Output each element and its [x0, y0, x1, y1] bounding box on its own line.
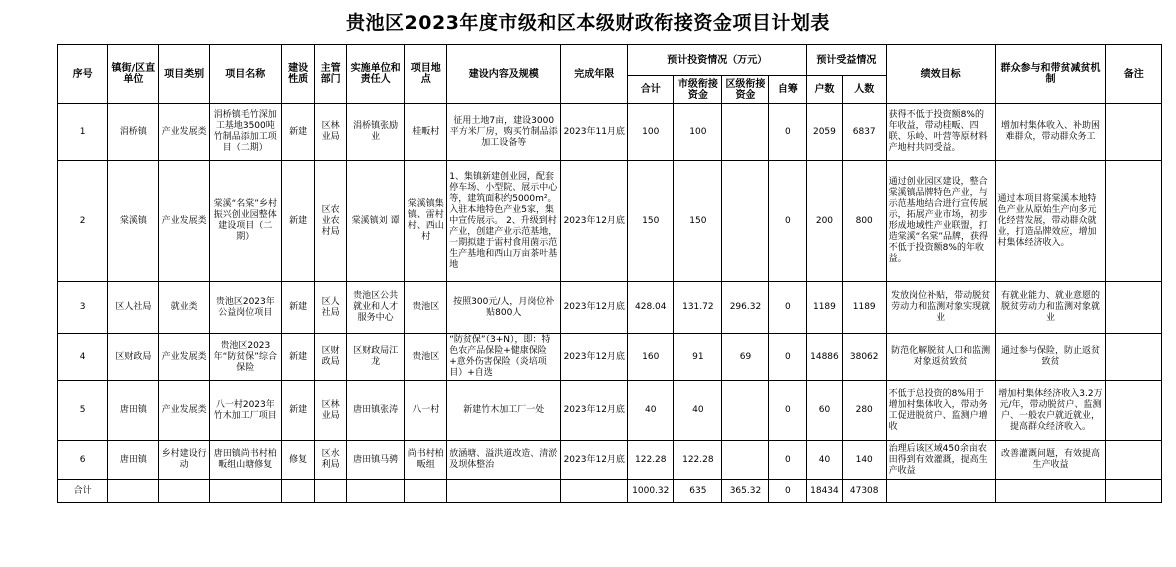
- cell-content: 按照300元/人，月岗位补贴800人: [447, 282, 561, 334]
- cell-people: 800: [842, 161, 886, 282]
- cell-implementer: 唐田镇张涛: [346, 381, 405, 441]
- cell-dept: 区财政局: [315, 334, 346, 381]
- total-label: 合计: [58, 480, 108, 503]
- cell-implementer: 唐田镇马骋: [346, 441, 405, 480]
- total-district-fund: 365.32: [722, 480, 769, 503]
- cell-unit: 棠溪镇: [108, 161, 159, 282]
- cell-mechanism: 增加村集体收入、补助困难群众，带动群众务工: [995, 104, 1106, 161]
- cell-self-fund: 0: [769, 334, 807, 381]
- header-deadline: 完成年限: [561, 45, 628, 104]
- cell-self-fund: 0: [769, 104, 807, 161]
- cell-total: 150: [628, 161, 674, 282]
- cell-implementer: 贵池区公共就业和人才服务中心: [346, 282, 405, 334]
- cell-name: 棠溪“名棠”乡村振兴创业园整体建设项目（二期）: [209, 161, 281, 282]
- cell-remarks: [1106, 282, 1162, 334]
- cell-content: “防贫保”（3+N），即：特色农产品保险+健康保险+意外伤害保险（炎培项目）+自选: [447, 334, 561, 381]
- cell-goal: 获得不低于投资额8%的年收益，带动桂畈、四联、乐岭、叶营等原材料产地村共同受益。: [886, 104, 995, 161]
- cell-location: 尚书村柏畈组: [405, 441, 447, 480]
- cell-remarks: [1106, 381, 1162, 441]
- cell-goal: 通过创业园区建设，整合棠溪镇品牌特色产业，与示范基地结合进行宣传展示，拓展产业市场，初步形成地域性产业联盟，打造棠溪“名棠”品牌，获得不低于投资额8%的年收益。: [886, 161, 995, 282]
- header-category: 项目类别: [159, 45, 209, 104]
- cell-content: 放涵塘、溢洪道改造、清淤及坝体整治: [447, 441, 561, 480]
- cell-nature: 新建: [281, 334, 314, 381]
- header-investment: 预计投资情况（万元）: [628, 45, 807, 76]
- page-title: 贵池区2023年度市级和区本级财政衔接资金项目计划表: [346, 12, 830, 34]
- cell-deadline: 2023年12月底: [561, 441, 628, 480]
- project-plan-table: [57, 44, 1162, 503]
- cell-unit: 区财政局: [108, 334, 159, 381]
- cell-total: 100: [628, 104, 674, 161]
- cell-households: 60: [807, 381, 843, 441]
- cell-remarks: [1106, 334, 1162, 381]
- header-mechanism: 群众参与和带贫减贫机制: [995, 45, 1106, 104]
- cell-city-fund: 100: [674, 104, 722, 161]
- cell-deadline: 2023年12月底: [561, 161, 628, 282]
- cell-dept: 区林业局: [315, 381, 346, 441]
- cell-deadline: 2023年11月底: [561, 104, 628, 161]
- cell-total: 40: [628, 381, 674, 441]
- header-district-fund: 区级衔接资金: [722, 76, 769, 104]
- header-nature: 建设性质: [281, 45, 314, 104]
- header-people: 人数: [842, 76, 886, 104]
- cell-mechanism: 改善灌溉问题，有效提高生产收益: [995, 441, 1106, 480]
- cell-people: 38062: [842, 334, 886, 381]
- cell-name: 贵池区2023年“防贫保”综合保险: [209, 334, 281, 381]
- cell-self-fund: 0: [769, 282, 807, 334]
- cell-district-fund: 69: [722, 334, 769, 381]
- cell-seq: 6: [58, 441, 108, 480]
- cell-unit: 涓桥镇: [108, 104, 159, 161]
- cell-goal: 治理后该区域450余亩农田得到有效灌溉，提高生产收益: [886, 441, 995, 480]
- header-beneficiary: 预计受益情况: [807, 45, 887, 76]
- header-implementer: 实施单位和责任人: [346, 45, 405, 104]
- cell-city-fund: 131.72: [674, 282, 722, 334]
- cell-location: 棠溪镇集镇、雷村村、西山村: [405, 161, 447, 282]
- cell-name: 唐田镇尚书村柏畈组山塘修复: [209, 441, 281, 480]
- cell-self-fund: 0: [769, 381, 807, 441]
- cell-city-fund: 122.28: [674, 441, 722, 480]
- cell-nature: 新建: [281, 104, 314, 161]
- cell-people: 280: [842, 381, 886, 441]
- cell-self-fund: 0: [769, 161, 807, 282]
- total-row: [58, 480, 1162, 503]
- cell-total: 122.28: [628, 441, 674, 480]
- table-row: [58, 104, 1162, 161]
- cell-category: 就业类: [159, 282, 209, 334]
- cell-nature: 新建: [281, 161, 314, 282]
- table-row: [58, 381, 1162, 441]
- cell-people: 1189: [842, 282, 886, 334]
- cell-nature: 新建: [281, 381, 314, 441]
- cell-deadline: 2023年12月底: [561, 334, 628, 381]
- cell-category: 产业发展类: [159, 334, 209, 381]
- total-people: 47308: [842, 480, 886, 503]
- table-row: [58, 161, 1162, 282]
- total-sum: 1000.32: [628, 480, 674, 503]
- cell-name: 八一村2023年竹木加工厂项目: [209, 381, 281, 441]
- cell-goal: 发放岗位补贴，带动脱贫劳动力和监测对象实现就业: [886, 282, 995, 334]
- cell-category: 乡村建设行动: [159, 441, 209, 480]
- cell-dept: 区水利局: [315, 441, 346, 480]
- header-households: 户数: [807, 76, 843, 104]
- cell-remarks: [1106, 441, 1162, 480]
- cell-dept: 区农业农村局: [315, 161, 346, 282]
- header-content: 建设内容及规模: [447, 45, 561, 104]
- cell-district-fund: 296.32: [722, 282, 769, 334]
- cell-district-fund: [722, 441, 769, 480]
- cell-remarks: [1106, 104, 1162, 161]
- cell-district-fund: [722, 161, 769, 282]
- cell-mechanism: 通过本项目将棠溪本地特色产业从原始生产向多元化经营发展，带动群众就业，打造品牌效应，增加村集体经济收入。: [995, 161, 1106, 282]
- cell-nature: 新建: [281, 282, 314, 334]
- cell-households: 200: [807, 161, 843, 282]
- cell-content: 征用土地7亩，建设3000平方米厂房，购买竹制品添加工设备等: [447, 104, 561, 161]
- cell-seq: 2: [58, 161, 108, 282]
- cell-dept: 区林业局: [315, 104, 346, 161]
- header-dept: 主管部门: [315, 45, 346, 104]
- cell-name: 涓桥镇毛竹深加工基地3500吨竹制品添加工项目（二期）: [209, 104, 281, 161]
- cell-households: 2059: [807, 104, 843, 161]
- cell-implementer: 涓桥镇张励业: [346, 104, 405, 161]
- header-self-fund: 自筹: [769, 76, 807, 104]
- header-unit: 镇街/区直单位: [108, 45, 159, 104]
- cell-seq: 5: [58, 381, 108, 441]
- cell-location: 八一村: [405, 381, 447, 441]
- cell-location: 贵池区: [405, 334, 447, 381]
- cell-location: 桂畈村: [405, 104, 447, 161]
- cell-district-fund: [722, 381, 769, 441]
- cell-self-fund: 0: [769, 441, 807, 480]
- cell-remarks: [1106, 161, 1162, 282]
- cell-content: 新建竹木加工厂一处: [447, 381, 561, 441]
- header-name: 项目名称: [209, 45, 281, 104]
- cell-content: 1、集镇新建创业园，配套停车场、小型院、展示中心等，建筑面积约5000m²。入驻本地特色产业5家，集中宣传展示。 2、升级到村产业，创建产业示范基地，一期拟建于雷村食用菌示范生产基地和西山万亩茶叶基地: [447, 161, 561, 282]
- cell-mechanism: 有就业能力、就业意愿的脱贫劳动力和监测对象就业: [995, 282, 1106, 334]
- cell-implementer: 棠溪镇刘 谭: [346, 161, 405, 282]
- cell-seq: 4: [58, 334, 108, 381]
- header-location: 项目地点: [405, 45, 447, 104]
- cell-deadline: 2023年12月底: [561, 381, 628, 441]
- cell-households: 1189: [807, 282, 843, 334]
- cell-unit: 唐田镇: [108, 381, 159, 441]
- cell-city-fund: 150: [674, 161, 722, 282]
- cell-mechanism: 增加村集体经济收入3.2万元/年，带动脱贫户、监测户、一般农户就近就业，提高群众经济收入。: [995, 381, 1106, 441]
- cell-mechanism: 通过参与保险，防止返贫致贫: [995, 334, 1106, 381]
- table-row: [58, 334, 1162, 381]
- header-goal: 绩效目标: [886, 45, 995, 104]
- cell-nature: 修复: [281, 441, 314, 480]
- cell-category: 产业发展类: [159, 161, 209, 282]
- header-city-fund: 市级衔接资金: [674, 76, 722, 104]
- cell-implementer: 区财政局江龙: [346, 334, 405, 381]
- cell-goal: 防范化解脱贫人口和监测对象返贫致贫: [886, 334, 995, 381]
- cell-households: 40: [807, 441, 843, 480]
- cell-seq: 3: [58, 282, 108, 334]
- cell-people: 140: [842, 441, 886, 480]
- cell-category: 产业发展类: [159, 104, 209, 161]
- total-city-fund: 635: [674, 480, 722, 503]
- header-total: 合计: [628, 76, 674, 104]
- cell-city-fund: 40: [674, 381, 722, 441]
- table-row: [58, 282, 1162, 334]
- cell-category: 产业发展类: [159, 381, 209, 441]
- total-households: 18434: [807, 480, 843, 503]
- cell-unit: 唐田镇: [108, 441, 159, 480]
- cell-total: 160: [628, 334, 674, 381]
- cell-location: 贵池区: [405, 282, 447, 334]
- cell-households: 14886: [807, 334, 843, 381]
- cell-city-fund: 91: [674, 334, 722, 381]
- cell-district-fund: [722, 104, 769, 161]
- total-self-fund: 0: [769, 480, 807, 503]
- cell-dept: 区人社局: [315, 282, 346, 334]
- cell-total: 428.04: [628, 282, 674, 334]
- cell-name: 贵池区2023年公益岗位项目: [209, 282, 281, 334]
- header-seq: 序号: [58, 45, 108, 104]
- cell-people: 6837: [842, 104, 886, 161]
- header-remarks: 备注: [1106, 45, 1162, 104]
- table-row: [58, 441, 1162, 480]
- cell-deadline: 2023年12月底: [561, 282, 628, 334]
- cell-unit: 区人社局: [108, 282, 159, 334]
- cell-seq: 1: [58, 104, 108, 161]
- cell-goal: 不低于总投资的8%用于增加村集体收入，带动务工促进脱贫户、监测户增收: [886, 381, 995, 441]
